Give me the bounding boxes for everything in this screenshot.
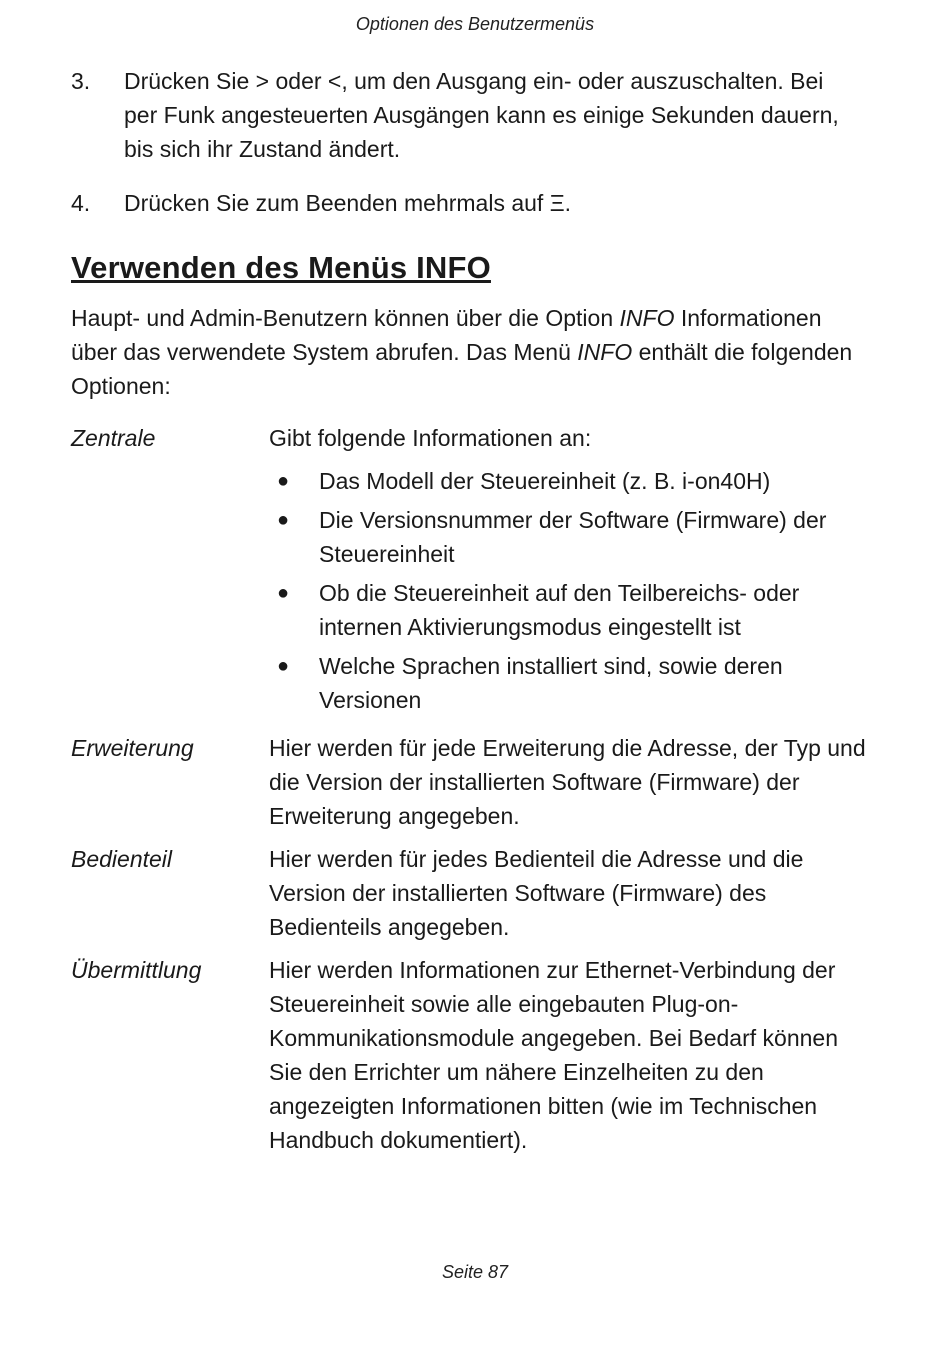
bullet-text: Die Versionsnummer der Software (Firmware) der Steuereinheit [319,507,827,567]
definition-item-bedienteil [71,842,871,944]
intro-emphasis: INFO [577,339,633,365]
definition-item-zentrale [71,421,871,722]
bullet-text: Das Modell der Steuereinheit (z. B. i-on40H) [319,468,771,494]
intro-text: Haupt- und Admin-Benutzern können über die Option [71,305,620,331]
running-header: Optionen des Benutzermenüs [355,14,595,34]
definition-term: Übermittlung [71,957,202,983]
definition-description: Hier werden für jede Erweiterung die Adresse, der Typ und die Version der installierten Software (Firmware) der Erweiterung angegeben. [269,735,866,829]
definition-list [71,421,871,1166]
definition-description: Hier werden für jedes Bedienteil die Adresse und die Version der installierten Software (Firmware) des Bedienteils angegeben. [269,846,804,940]
intro-text: enthält die folgenden Optionen: [71,339,853,399]
definition-item-erweiterung [71,731,871,833]
definition-description: Hier werden Informationen zur Ethernet-Verbindung der Steuereinheit sowie alle eingebauten Plug-on-Kommunikationsmodule angegeben. Bei Bedarf können Sie den Errichter um nähere Einzelheiten zu den angezeigten Informationen bitten (wie im Technischen Handbuch dokumentiert). [269,957,838,1153]
section-heading: Verwenden des Menüs INFO [71,250,491,285]
bullet-text: Ob die Steuereinheit auf den Teilbereichs- oder internen Aktivierungsmodus eingestellt ist [319,580,800,640]
step-text: Drücken Sie zum Beenden mehrmals auf Ξ. [124,190,572,216]
page-number: Seite 87 [441,1262,509,1282]
definition-term: Bedienteil [71,846,173,872]
description-text: Gibt folgende Informationen an: [269,425,592,451]
bullet-item [269,464,871,498]
step-item [71,186,861,220]
numbered-steps [71,64,861,240]
bullet-item [269,503,871,571]
bullet-list [269,464,871,717]
step-number: 3. [71,68,91,94]
step-text: Drücken Sie > oder <, um den Ausgang ein- oder auszuschalten. Bei per Funk angesteuerten Ausgängen kann es einige Sekunden dauern, bis sich ihr Zustand ändert. [124,68,839,162]
bullet-item [269,649,871,717]
bullet-icon: ● [277,509,290,531]
definition-term: Erweiterung [71,735,194,761]
step-item [71,64,861,166]
bullet-icon: ● [277,582,290,604]
bullet-icon: ● [277,655,290,677]
section-intro [71,301,861,403]
step-number: 4. [71,190,91,216]
bullet-text: Welche Sprachen installiert sind, sowie deren Versionen [319,653,783,713]
definition-term: Zentrale [71,425,156,451]
bullet-icon: ● [277,470,290,492]
intro-text: Informationen über das verwendete System abrufen. Das Menü [71,305,822,365]
definition-item-uebermittlung [71,953,871,1157]
definition-description [269,421,871,722]
intro-emphasis: INFO [619,305,675,331]
bullet-item [269,576,871,644]
